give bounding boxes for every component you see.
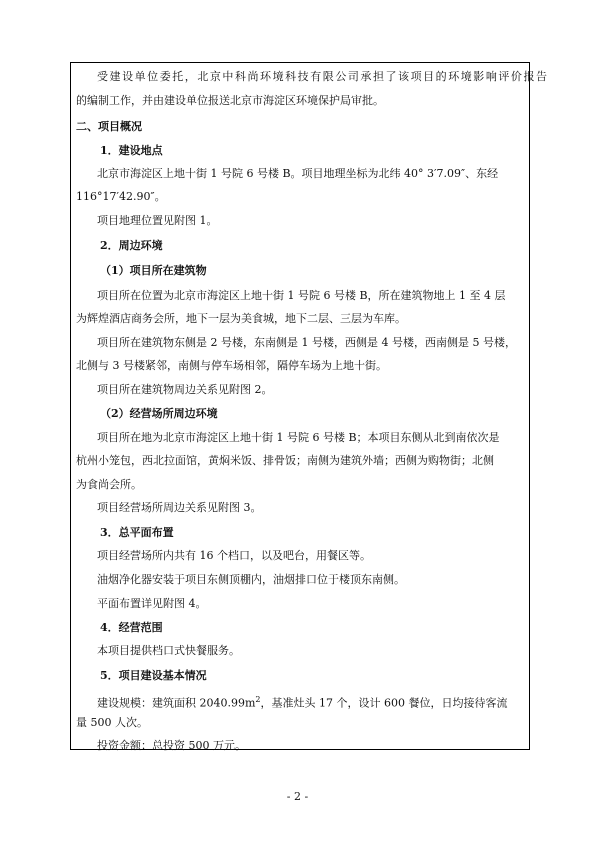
paragraph-line: 为辉煌酒店商务会所，地下一层为美食城，地下二层、三层为车库。	[76, 312, 406, 325]
superscript: 2	[255, 695, 261, 704]
scale-text: 建设规模：建筑面积 2040.99m	[97, 696, 256, 710]
paragraph-line: 北侧与 3 号楼紧邻，南侧与停车场相邻，隔停车场为上地十街。	[76, 359, 387, 372]
paragraph-line: 项目地理位置见附图 1。	[97, 214, 218, 227]
paragraph-line: 杭州小笼包，西北拉面馆，黄焖米饭、排骨饭；南侧为建筑外墙；西侧为购物街；北侧	[76, 454, 494, 467]
subsection-heading: （2）经营场所周边环境	[100, 407, 218, 420]
paragraph-line: 项目经营场所内共有 16 个档口，以及吧台，用餐区等。	[97, 549, 371, 562]
paragraph-line: 北京市海淀区上地十街 1 号院 6 号楼 B。项目地理坐标为北纬 40° 3′7.09″、东经	[97, 167, 499, 180]
paragraph-line: 平面布置详见附图 4。	[97, 597, 207, 610]
paragraph-line: 油烟净化器安装于项目东侧顶棚内，油烟排口位于楼顶东南侧。	[97, 573, 405, 586]
subsection-heading: （1）项目所在建筑物	[100, 264, 207, 277]
subsection-heading: 3．总平面布置	[100, 526, 174, 539]
paragraph-line: 量 500 人次。	[76, 716, 148, 729]
paragraph-line: 项目所在建筑物周边关系见附图 2。	[97, 383, 273, 396]
page-number: - 2 -	[286, 790, 309, 803]
paragraph-line: 项目所在建筑物东侧是 2 号楼，东南侧是 1 号楼，西侧是 4 号楼，西南侧是 5 号楼，	[97, 336, 516, 349]
subsection-heading: 5．项目建设基本情况	[100, 669, 207, 682]
paragraph-line: 的编制工作，并由建设单位报送北京市海淀区环境保护局审批。	[76, 94, 384, 107]
paragraph-line: 项目所在位置为北京市海淀区上地十街 1 号院 6 号楼 B，所在建筑物地上 1 至 4 层	[97, 289, 506, 302]
paragraph-line: 项目所在地为北京市海淀区上地十街 1 号院 6 号楼 B；本项目东侧从北到南依次是	[97, 431, 500, 444]
subsection-heading: 2．周边环境	[100, 239, 163, 252]
subsection-heading: 4．经营范围	[100, 621, 163, 634]
subsection-heading: 1．建设地点	[100, 144, 163, 157]
paragraph-line	[76, 693, 547, 711]
paragraph-line: 为食尚会所。	[76, 478, 142, 491]
scale-text-continued: ，基准灶头 17 个，设计 600 餐位，日均接待客流	[260, 696, 508, 710]
section-heading: 二、项目概况	[76, 120, 142, 133]
paragraph-line: 116°17′42.90″。	[76, 190, 166, 203]
paragraph-line: 投资金额：总投资 500 万元。	[97, 739, 246, 752]
paragraph-line: 本项目提供档口式快餐服务。	[97, 644, 240, 657]
paragraph-line: 受建设单位委托，北京中科尚环境科技有限公司承担了该项目的环境影响评价报告	[97, 70, 547, 83]
paragraph-line: 项目经营场所周边关系见附图 3。	[97, 501, 262, 514]
